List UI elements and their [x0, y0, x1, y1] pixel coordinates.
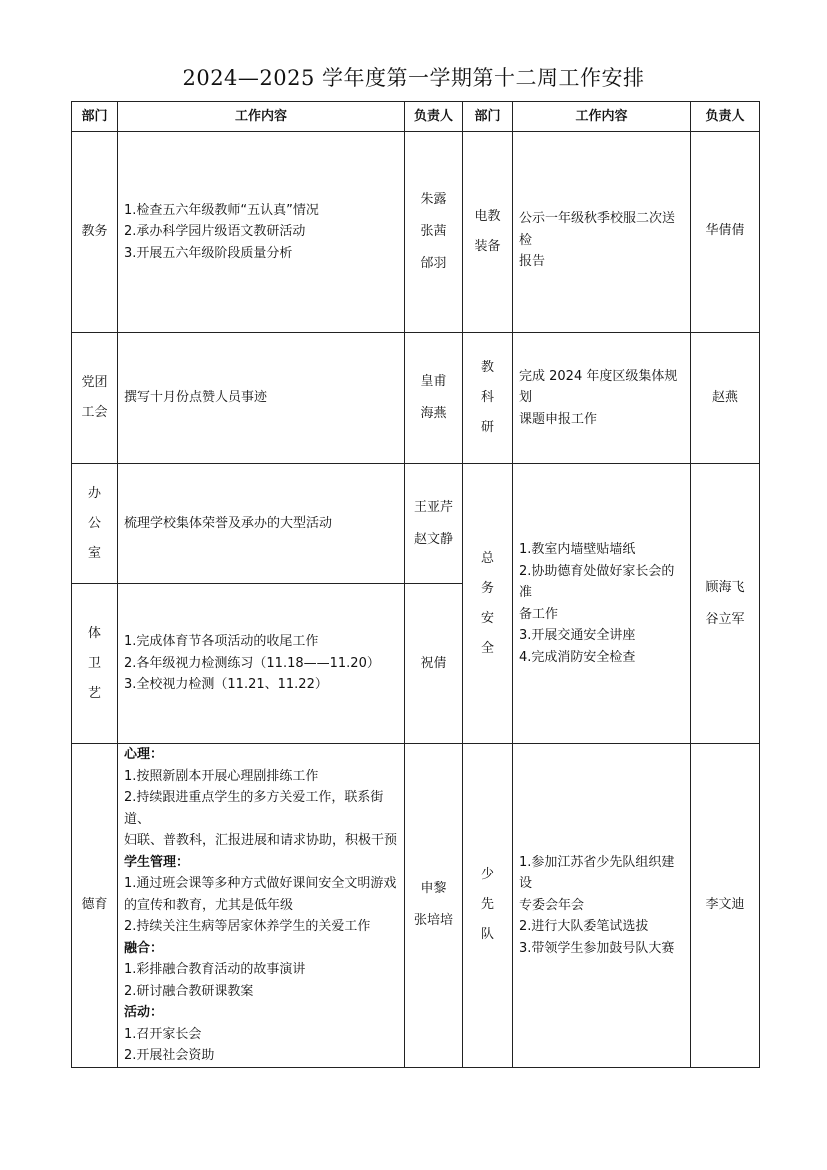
content-line: 梳理学校集体荣誉及承办的大型活动	[124, 515, 333, 531]
owner-name: 祝倩	[420, 655, 447, 671]
page-title: 2024—2025 学年度第一学期第十二周工作安排	[182, 66, 645, 90]
dept-line: 体	[87, 625, 101, 641]
content-line: 2.协助德育处做好家长会的准	[519, 563, 675, 600]
content-line: 1.召开家长会	[124, 1026, 202, 1042]
content-line: 撰写十月份点赞人员事迹	[124, 390, 268, 406]
dept-line: 队	[480, 927, 494, 943]
content-cell	[118, 132, 405, 333]
dept-line: 安	[480, 610, 494, 626]
owner-name: 皇甫	[420, 374, 447, 389]
dept-cell	[463, 744, 513, 1068]
content-cell	[513, 744, 691, 1068]
section-heading: 活动：	[124, 1005, 164, 1020]
header-content-2: 工作内容	[513, 102, 691, 132]
dept-line: 艺	[87, 685, 101, 701]
owner-name: 赵文静	[413, 531, 453, 547]
section-heading: 融合：	[124, 940, 164, 956]
content-line: 2.开展社会资助	[124, 1048, 215, 1063]
owner-cell	[405, 584, 463, 744]
schedule-table	[71, 101, 760, 1068]
header-dept-2: 部门	[463, 102, 513, 132]
content-line: 专委会年会	[519, 897, 585, 913]
content-line: 2.持续跟进重点学生的多方关爱工作，联系街道、	[124, 790, 384, 827]
content-line: 2.持续关注生病等居家休养学生的关爱工作	[124, 919, 371, 934]
content-line: 1.按照新剧本开展心理剧排练工作	[124, 768, 319, 784]
section-heading: 学生管理：	[124, 854, 190, 870]
dept-line: 全	[480, 640, 494, 656]
owner-cell	[405, 132, 463, 333]
table-row	[72, 464, 760, 584]
content-line: 2.承办科学园片级语文教研活动	[124, 224, 306, 240]
content-line: 1.教室内墙壁贴墙纸	[519, 542, 636, 557]
content-cell	[513, 464, 691, 744]
owner-name: 李文迪	[705, 897, 745, 913]
dept-cell: 德育	[72, 744, 118, 1068]
content-cell	[118, 464, 405, 584]
content-cell	[118, 333, 405, 464]
dept-cell	[463, 333, 513, 464]
owner-cell	[405, 744, 463, 1068]
dept-cell	[463, 132, 513, 333]
content-line: 3.全校视力检测（11.21、11.22）	[124, 677, 328, 693]
dept-line: 工会	[81, 405, 108, 420]
owner-name: 王亚芹	[413, 499, 453, 515]
header-content: 工作内容	[118, 102, 405, 132]
dept-line: 少	[480, 867, 494, 883]
dept-cell	[72, 584, 118, 744]
content-line: 1.完成体育节各项活动的收尾工作	[124, 634, 319, 650]
content-line: 妇联、普教科，汇报进展和请求协助，积极干预	[124, 833, 398, 848]
table-row	[72, 744, 760, 1068]
owner-cell	[405, 464, 463, 584]
owner-cell	[405, 333, 463, 464]
owner-name: 张茜	[420, 224, 447, 239]
dept-line: 电教	[474, 209, 501, 224]
owner-cell	[691, 744, 760, 1068]
dept-line: 研	[480, 420, 494, 435]
dept-line: 总	[480, 550, 494, 566]
table-header-row	[72, 102, 760, 132]
content-line: 完成 2024 年度区级集体规划	[519, 368, 678, 406]
content-line: 4.完成消防安全检查	[519, 649, 636, 665]
content-line: 3.开展交通安全讲座	[519, 628, 636, 643]
owner-name: 邰羽	[420, 256, 447, 271]
table-row	[72, 333, 760, 464]
section-heading: 心理：	[124, 747, 164, 762]
content-line: 3.带领学生参加鼓号队大赛	[519, 940, 675, 956]
content-cell	[513, 333, 691, 464]
dept-line: 务	[480, 580, 494, 596]
content-line: 课题申报工作	[519, 411, 598, 427]
content-line: 1.检查五六年级教师“五认真”情况	[124, 202, 319, 218]
content-line: 报告	[519, 254, 546, 269]
owner-name: 华倩倩	[705, 223, 745, 238]
dept-cell	[463, 464, 513, 744]
owner-name: 赵燕	[711, 390, 738, 405]
dept-line: 办	[87, 485, 101, 501]
content-cell	[118, 744, 405, 1068]
dept-line: 先	[480, 897, 494, 913]
dept-cell: 教务	[72, 132, 118, 333]
content-line: 2.进行大队委笔试选拔	[519, 919, 649, 934]
content-line: 2.各年级视力检测练习（11.18——11.20）	[124, 655, 380, 671]
dept-line: 科	[480, 390, 494, 405]
content-line: 1.参加江苏省少先队组织建设	[519, 854, 675, 891]
owner-cell	[691, 333, 760, 464]
owner-name: 顾海飞	[705, 579, 745, 595]
owner-name: 海燕	[420, 406, 447, 421]
dept-line: 公	[87, 515, 101, 531]
dept-line: 党团	[81, 375, 108, 390]
content-line: 3.开展五六年级阶段质量分析	[124, 245, 293, 261]
dept-line: 室	[87, 545, 101, 561]
dept-cell	[72, 464, 118, 584]
content-line: 1.彩排融合教育活动的故事演讲	[124, 962, 306, 977]
content-line: 的宣传和教育，尤其是低年级	[124, 897, 294, 913]
header-owner: 负责人	[405, 102, 463, 132]
owner-name: 张培培	[413, 913, 453, 929]
owner-cell	[691, 132, 760, 333]
content-line: 公示一年级秋季校服二次送检	[519, 211, 676, 248]
dept-line: 教	[480, 360, 494, 375]
owner-cell	[691, 464, 760, 744]
owner-name: 谷立军	[705, 611, 745, 627]
owner-name: 朱露	[420, 192, 447, 207]
dept-line: 装备	[474, 239, 501, 254]
dept-cell	[72, 333, 118, 464]
content-line: 1.通过班会课等多种方式做好课间安全文明游戏	[124, 876, 397, 891]
owner-name: 申黎	[420, 881, 447, 897]
header-owner-2: 负责人	[691, 102, 760, 132]
table-row	[72, 132, 760, 333]
header-dept: 部门	[72, 102, 118, 132]
content-line: 2.研讨融合教研课教案	[124, 983, 254, 999]
content-line: 备工作	[519, 606, 559, 622]
dept-line: 卫	[87, 655, 101, 671]
content-cell	[513, 132, 691, 333]
content-cell	[118, 584, 405, 744]
